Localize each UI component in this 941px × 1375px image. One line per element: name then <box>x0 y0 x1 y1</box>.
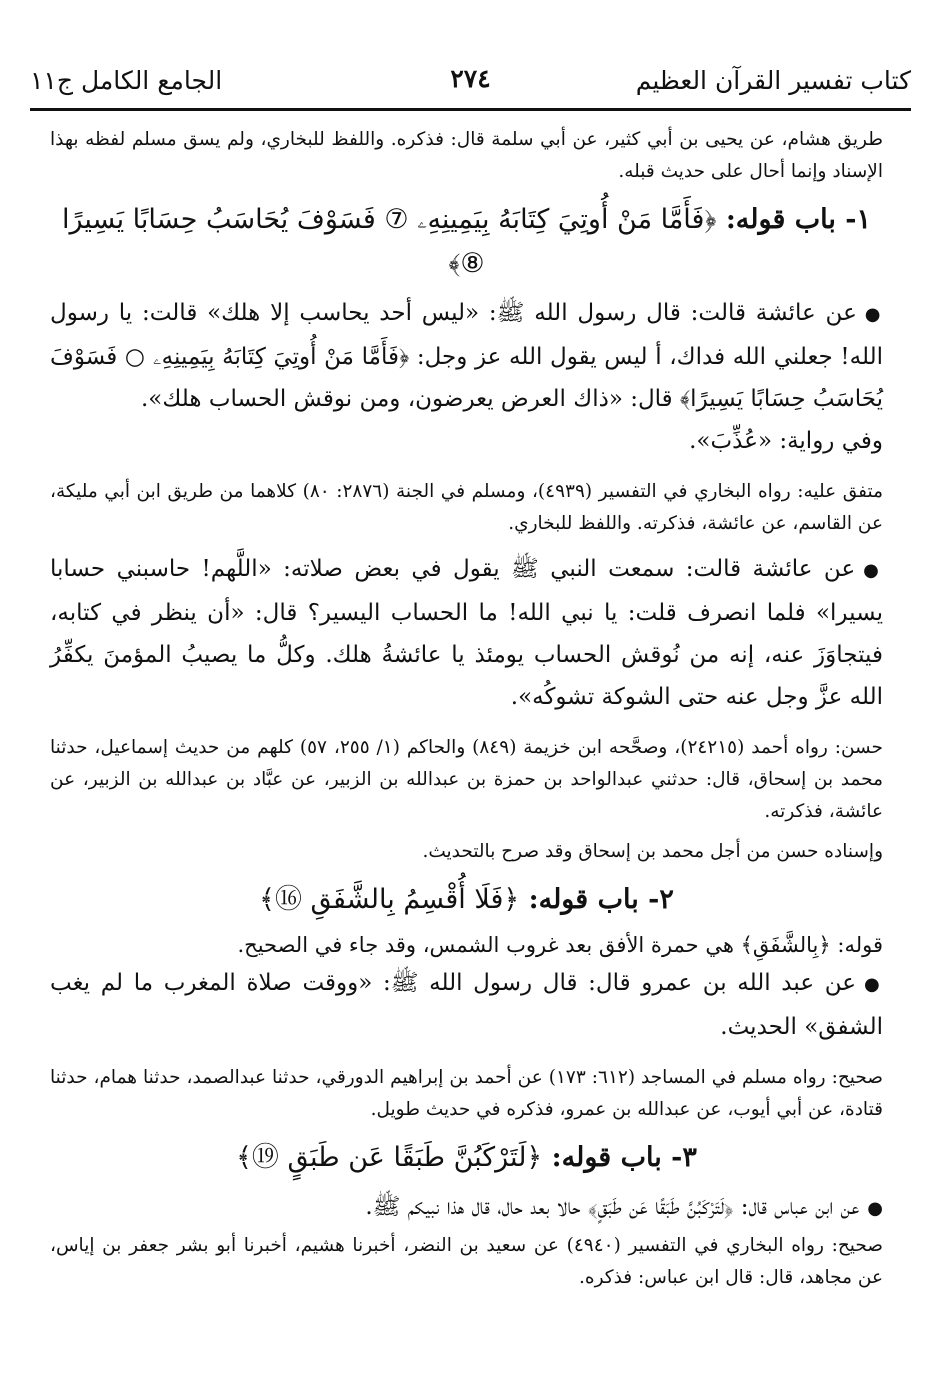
hadith-1-riwaya: وفي رواية: «عُذِّبَ». <box>689 428 883 454</box>
tafsir-2: قوله: ﴿بِالشَّفَقِ﴾ هي حمرة الأفق بعد غروب الشمس، وقد جاء في الصحيح. <box>237 933 883 957</box>
hadith-4 <box>50 1186 883 1230</box>
bullet-icon: ● <box>863 974 883 995</box>
page-body <box>50 124 883 1294</box>
hadith-1 <box>50 292 883 420</box>
chapter-heading-1-verse: ﴿فَأَمَّا مَنْ أُوتِيَ كِتَابَهُ بِيَمِينِهِۦ ⑦ فَسَوْفَ يُحَاسَبُ حِسَابًا يَسِيرًا ⑧﴾ <box>61 204 717 279</box>
hadith-3-text: عن عبد الله بن عمرو قال: قال رسول الله ﷺ: «ووقت صلاة المغرب ما لم يغب الشفق» الحديث. <box>50 970 883 1040</box>
chapter-heading-2-verse: ﴿فَلَا أُقْسِمُ بِالشَّفَقِ ⑯﴾ <box>259 884 520 915</box>
chapter-heading-2-title: ٢- باب قوله: <box>528 884 674 915</box>
page-number: ٢٧٤ <box>450 64 491 93</box>
hadith-2 <box>50 548 883 718</box>
takhrij-note-3: صحيح: رواه مسلم في المساجد (٦١٢: ١٧٣) عن أحمد بن إبراهيم الدورقي، حدثنا عبدالصمد، حدثنا همام، حدثنا قتادة، عن أبي أيوب، عن عبدالله بن عمرو، فذكره في حديث طويل. <box>50 1067 883 1120</box>
hadith-2-text: عن عائشة قالت: سمعت النبي ﷺ يقول في بعض صلاته: «اللَّهم! حاسبني حسابا يسيرا» فلما انصرف قلت: يا نبي الله! ما الحساب اليسير؟ قال: «أن ينظر في كتابه، فيتجاوَزَ عنه، إنه من نُوقش الحساب يومئذ يا عائشةُ هلك. وكلُّ ما يصيبُ المؤمنَ يكفِّرُ الله عزَّ وجل عنه حتى الشوكة تشوكُه». <box>50 556 883 710</box>
takhrij-note-1: متفق عليه: رواه البخاري في التفسير (٤٩٣٩)، ومسلم في الجنة (٢٨٧٦: ٨٠) كلاهما من طريق ابن أبي مليكة، عن القاسم، عن عائشة، فذكرته. واللفظ للبخاري. <box>50 481 883 534</box>
bullet-icon: ● <box>864 304 883 325</box>
chapter-heading-3-title: ٣- باب قوله: <box>551 1142 697 1173</box>
series-title: الجامع الكامل ج١١ <box>30 66 223 95</box>
takhrij-note-2: حسن: رواه أحمد (٢٤٢١٥)، وصحَّحه ابن خزيمة (٨٤٩) والحاكم (١/ ٢٥٥، ٥٧) كلهم من حديث إسماعيل، حدثنا محمد بن إسحاق، قال: حدثني عبدالواحد بن حمزة بن عبدالله بن الزبير، عن عبَّاد بن عبدالله بن الزبير، عن عائشة، فذكرته. <box>50 737 883 822</box>
hadith-1-text: عن عائشة قالت: قال رسول الله ﷺ: «ليس أحد يحاسب إلا هلك» قالت: يا رسول الله! جعلني الله فداك، أ ليس يقول الله عز وجل: ﴿فَأَمَّا مَنْ أُوتِيَ كِتَابَهُ بِيَمِينِهِۦ ○ فَسَوْفَ يُحَاسَبُ حِسَابًا يَسِيرًا﴾ قال: «ذاك العرض يعرضون، ومن نوقش الحساب هلك». <box>50 300 883 412</box>
chapter-heading-2 <box>50 878 883 922</box>
book-title: كتاب تفسير القرآن العظيم <box>635 66 911 95</box>
chapter-heading-3 <box>50 1136 883 1180</box>
hadith-3 <box>50 962 883 1048</box>
chapter-heading-1-title: ١- باب قوله: <box>725 204 872 235</box>
takhrij-note-4: صحيح: رواه البخاري في التفسير (٤٩٤٠) عن سعيد بن النضر، أخبرنا هشيم، أخبرنا أبو بشر جعفر بن إياس، عن مجاهد، قال: قال ابن عباس: فذكره. <box>50 1235 884 1288</box>
chapter-heading-3-verse: ﴿لَتَرْكَبُنَّ طَبَقًا عَن طَبَقٍ ⑲﴾ <box>236 1142 543 1173</box>
bullet-icon: ● <box>863 560 883 581</box>
page-header <box>30 62 911 111</box>
bullet-icon: ● <box>867 1198 883 1219</box>
takhrij-note-2b: وإسناده حسن من أجل محمد بن إسحاق وقد صرح بالتحديث. <box>422 841 883 862</box>
intro-note: طريق هشام، عن يحيى بن أبي كثير، عن أبي سلمة قال: فذكره. واللفظ للبخاري، ولم يسق مسلم لفظه بهذا الإسناد وإنما أحال على حديث قبله. <box>50 129 883 182</box>
chapter-heading-1 <box>50 198 883 286</box>
hadith-4-text: عن ابن عباس قال: ﴿لَتَرْكَبُنَّ طَبَقًا عَن طَبَقٍ﴾ حالا بعد حال، قال هذا نبيكم ﷺ. <box>365 1194 860 1220</box>
